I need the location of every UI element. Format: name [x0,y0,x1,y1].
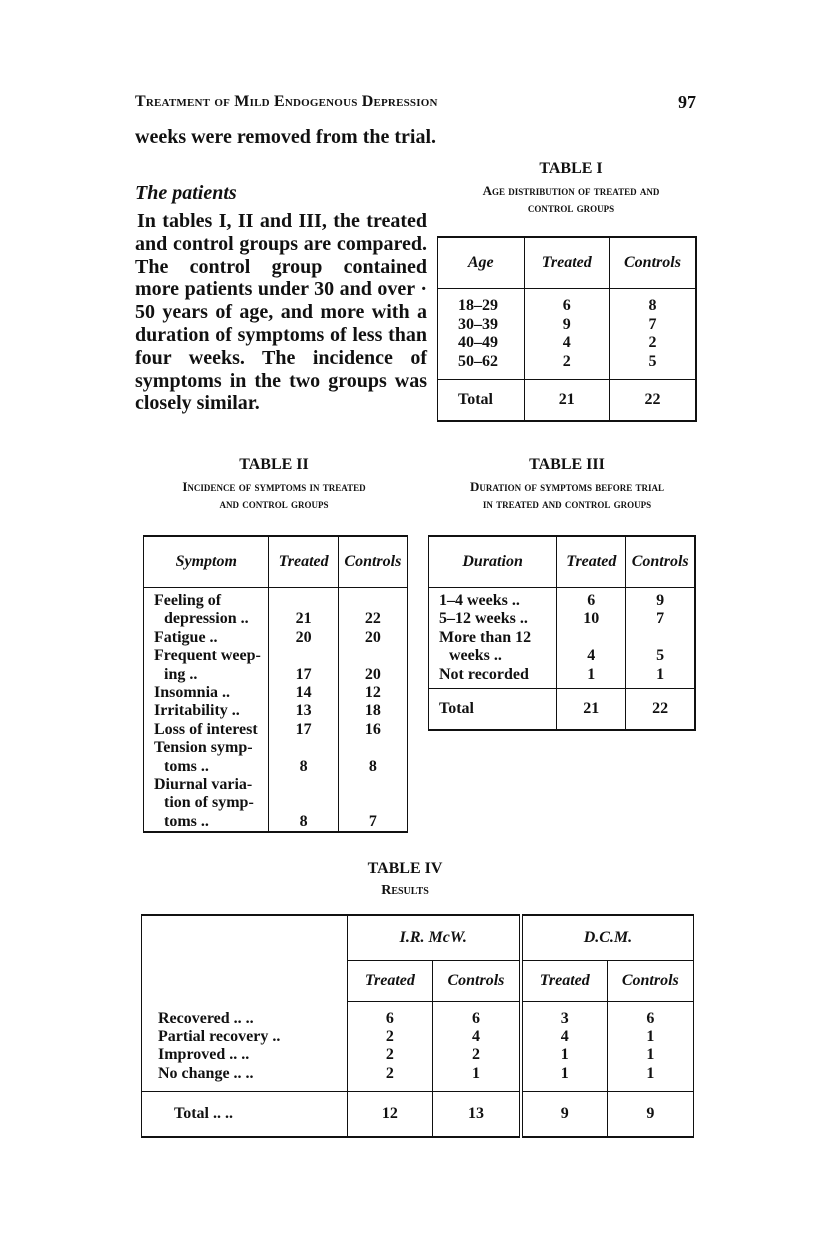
section-paragraph: In tables I, II and III, the treated and control groups are compared. The control group contained more patients under 30 and over · 50 years of age, and more with a duration of symptoms of less than four weeks. The incidence of symptoms in the two groups was closely similar. [135,210,427,415]
table-2-cell: 8 [269,758,338,776]
table-row [144,721,408,739]
table-1-number: TABLE I [539,160,603,177]
table-2-cell: 14 [269,684,338,702]
table-3-header-duration: Duration [429,536,557,588]
table-3-header-controls: Controls [626,536,695,588]
table-2-cell: 20 [269,629,338,647]
table-4-cell: 1 [433,1065,521,1083]
table-1-total-treated: 21 [524,380,609,422]
table-4-cell: 6 [607,1010,693,1028]
table-4-cell: No change .. .. [158,1064,254,1082]
table-1-cell: 6 [524,297,609,316]
table-row [144,813,408,832]
table-1 [437,236,699,422]
table-3-cell: More than 12 [439,628,532,646]
table-2-cell: Frequent weep- [154,647,261,665]
running-head: Treatment of Mild Endogenous Depression [135,93,438,110]
table-4-group-row [142,915,694,961]
table-row [144,776,408,794]
table-row [142,1065,694,1083]
table-4-group-dcm: D.C.M. [521,915,694,961]
table-1-title-line-2: control groups [527,200,615,215]
table-2-cell: toms .. [164,757,209,775]
table-4-subheader-treated: Treated [521,961,607,1002]
table-1-cell: 4 [524,334,609,353]
table-row [144,629,408,647]
table-4-subheader-treated: Treated [347,961,432,1002]
table-4-number: TABLE IV [367,860,443,877]
table-2-cell: 16 [338,721,407,739]
table-4 [141,914,695,1138]
table-1-cell: 30–39 [458,315,498,333]
table-2-cell: Diurnal varia- [154,776,253,794]
table-2-cell: Insomnia .. [154,684,231,702]
table-2-header-treated: Treated [269,536,338,588]
table-row [429,610,696,628]
table-2-header-symptom: Symptom [144,536,269,588]
table-1-cell: 5 [609,353,696,372]
table-2-cell [269,647,338,665]
table-row [144,739,408,757]
table-row [144,592,408,610]
table-row [429,647,696,665]
table-3-title-line-2: in treated and control groups [482,496,652,511]
table-1-total-controls: 22 [609,380,696,422]
table-4-cell: 6 [347,1010,432,1028]
table-4-total-cell: 9 [607,1091,693,1137]
table-1-caption [440,160,702,216]
table-4-cell: 1 [607,1028,693,1046]
table-2-cell: depression .. [164,610,249,628]
table-row [144,666,408,684]
table-3-cell: 4 [557,647,626,665]
table-2-cell: 13 [269,702,338,720]
table-4-cell: 1 [607,1065,693,1083]
table-2 [143,535,409,833]
section-heading: The patients [135,182,237,204]
table-2-cell: 8 [338,758,407,776]
table-2-cell: ing .. [164,665,198,683]
table-4-title: Results [381,883,429,898]
table-2-cell: 12 [338,684,407,702]
table-3-total-label: Total [429,689,557,731]
table-4-cell: Recovered .. .. [158,1010,254,1027]
table-row [142,1010,694,1028]
table-2-cell: 17 [269,721,338,739]
table-2-title-line-2: and control groups [219,496,329,511]
table-4-cell: 1 [521,1046,607,1064]
table-1-cell: 9 [524,316,609,335]
table-1-header-age: Age [438,237,525,289]
table-1-header-controls: Controls [609,237,696,289]
page-number: 97 [678,92,696,112]
table-row [144,610,408,628]
table-4-total-row [142,1091,694,1137]
table-3-cell: 9 [626,592,695,610]
table-row [142,1028,694,1046]
opening-line: weeks were removed from the trial. [135,126,437,148]
table-2-cell: Loss of interest [154,720,258,738]
table-2-cell [338,776,407,794]
table-4-cell: 2 [347,1065,432,1083]
section-body [135,210,427,415]
table-4-cell: 1 [607,1046,693,1064]
table-3-title-line-1: Duration of symptoms before trial [469,479,665,494]
table-2-cell [269,592,338,610]
table-4-cell: 2 [433,1046,521,1064]
table-4-subheader-controls: Controls [433,961,521,1002]
table-row [438,353,697,372]
table-1-title-line-1: Age distribution of treated and [482,183,660,198]
table-3-cell [557,629,626,647]
table-2-cell: toms .. [164,812,209,830]
table-row [429,592,696,610]
table-row [144,702,408,720]
table-4-total-cell: 12 [347,1091,432,1137]
table-1-total-row [438,380,697,422]
table-row [144,794,408,812]
table-2-cell: tion of symp- [164,794,254,812]
table-row [438,316,697,335]
table-1-cell: 7 [609,316,696,335]
table-row [142,1046,694,1064]
table-2-cell: 17 [269,666,338,684]
table-2-cell: Fatigue .. [154,628,218,646]
table-3-header-row [429,536,696,588]
table-1-header-treated: Treated [524,237,609,289]
table-2-cell: Feeling of [154,592,222,609]
table-2-cell [338,794,407,812]
table-2-header-controls: Controls [338,536,407,588]
table-3-caption [428,456,706,512]
table-1-cell: 8 [609,297,696,316]
table-2-number: TABLE II [239,456,309,473]
table-3-cell: 10 [557,610,626,628]
table-2-cell [269,739,338,757]
table-3-header-treated: Treated [557,536,626,588]
table-row [438,297,697,316]
table-3-cell: 6 [557,592,626,610]
table-1-cell: 50–62 [458,352,498,370]
table-3-number: TABLE III [529,456,605,473]
table-4-stub-header [142,915,348,1002]
table-2-cell: 22 [338,610,407,628]
table-2-cell: Tension symp- [154,739,253,757]
table-3-cell: 5–12 weeks .. [439,610,528,628]
table-row [144,758,408,776]
table-1-cell: 18–29 [458,297,498,314]
table-3-total-row [429,689,696,731]
table-row [144,684,408,702]
table-4-cell: 3 [521,1010,607,1028]
table-1-header-row [438,237,697,289]
table-4-cell: 1 [521,1065,607,1083]
table-4-total-cell: 13 [433,1091,521,1137]
table-4-cell: Partial recovery .. [158,1028,281,1046]
table-2-cell: 8 [269,813,338,832]
table-2-cell [269,794,338,812]
table-3-total-controls: 22 [626,689,695,731]
table-3-cell: 1–4 weeks .. [439,592,520,609]
table-4-cell: 2 [347,1028,432,1046]
table-row [144,647,408,665]
table-2-cell: 20 [338,629,407,647]
table-4-subheader-controls: Controls [607,961,693,1002]
table-2-title-line-1: Incidence of symptoms in treated [182,479,366,494]
table-2-cell [338,647,407,665]
table-4-cell: 2 [347,1046,432,1064]
table-4-group-irmcw: I.R. McW. [347,915,521,961]
table-2-cell: 7 [338,813,407,832]
table-1-cell: 2 [609,334,696,353]
table-3-total-treated: 21 [557,689,626,731]
table-2-cell [338,739,407,757]
table-2-cell [338,592,407,610]
table-1-cell: 2 [524,353,609,372]
table-4-cell: 6 [433,1010,521,1028]
table-1-cell: 40–49 [458,334,498,351]
table-row [438,334,697,353]
table-2-cell: 21 [269,610,338,628]
table-3-cell: weeks .. [449,647,502,665]
table-3-cell: 1 [626,666,695,684]
table-3-cell: 5 [626,647,695,665]
table-4-cell: 4 [521,1028,607,1046]
table-4-cell: 4 [433,1028,521,1046]
table-2-cell: Irritability .. [154,702,240,720]
table-2-caption [140,456,408,512]
table-4-total-label: Total .. .. [142,1091,348,1137]
table-4-total-cell: 9 [521,1091,607,1137]
table-2-cell: 18 [338,702,407,720]
table-4-cell: Improved .. .. [158,1046,250,1064]
table-3-cell: Not recorded [439,665,529,683]
table-3-cell: 7 [626,610,695,628]
table-row [429,629,696,647]
table-2-header-row [144,536,408,588]
table-2-cell: 20 [338,666,407,684]
table-row [429,666,696,684]
table-3 [428,535,698,731]
table-2-cell [269,776,338,794]
table-1-total-label: Total [438,380,525,422]
table-3-cell [626,629,695,647]
table-4-caption [330,860,480,899]
table-3-cell: 1 [557,666,626,684]
